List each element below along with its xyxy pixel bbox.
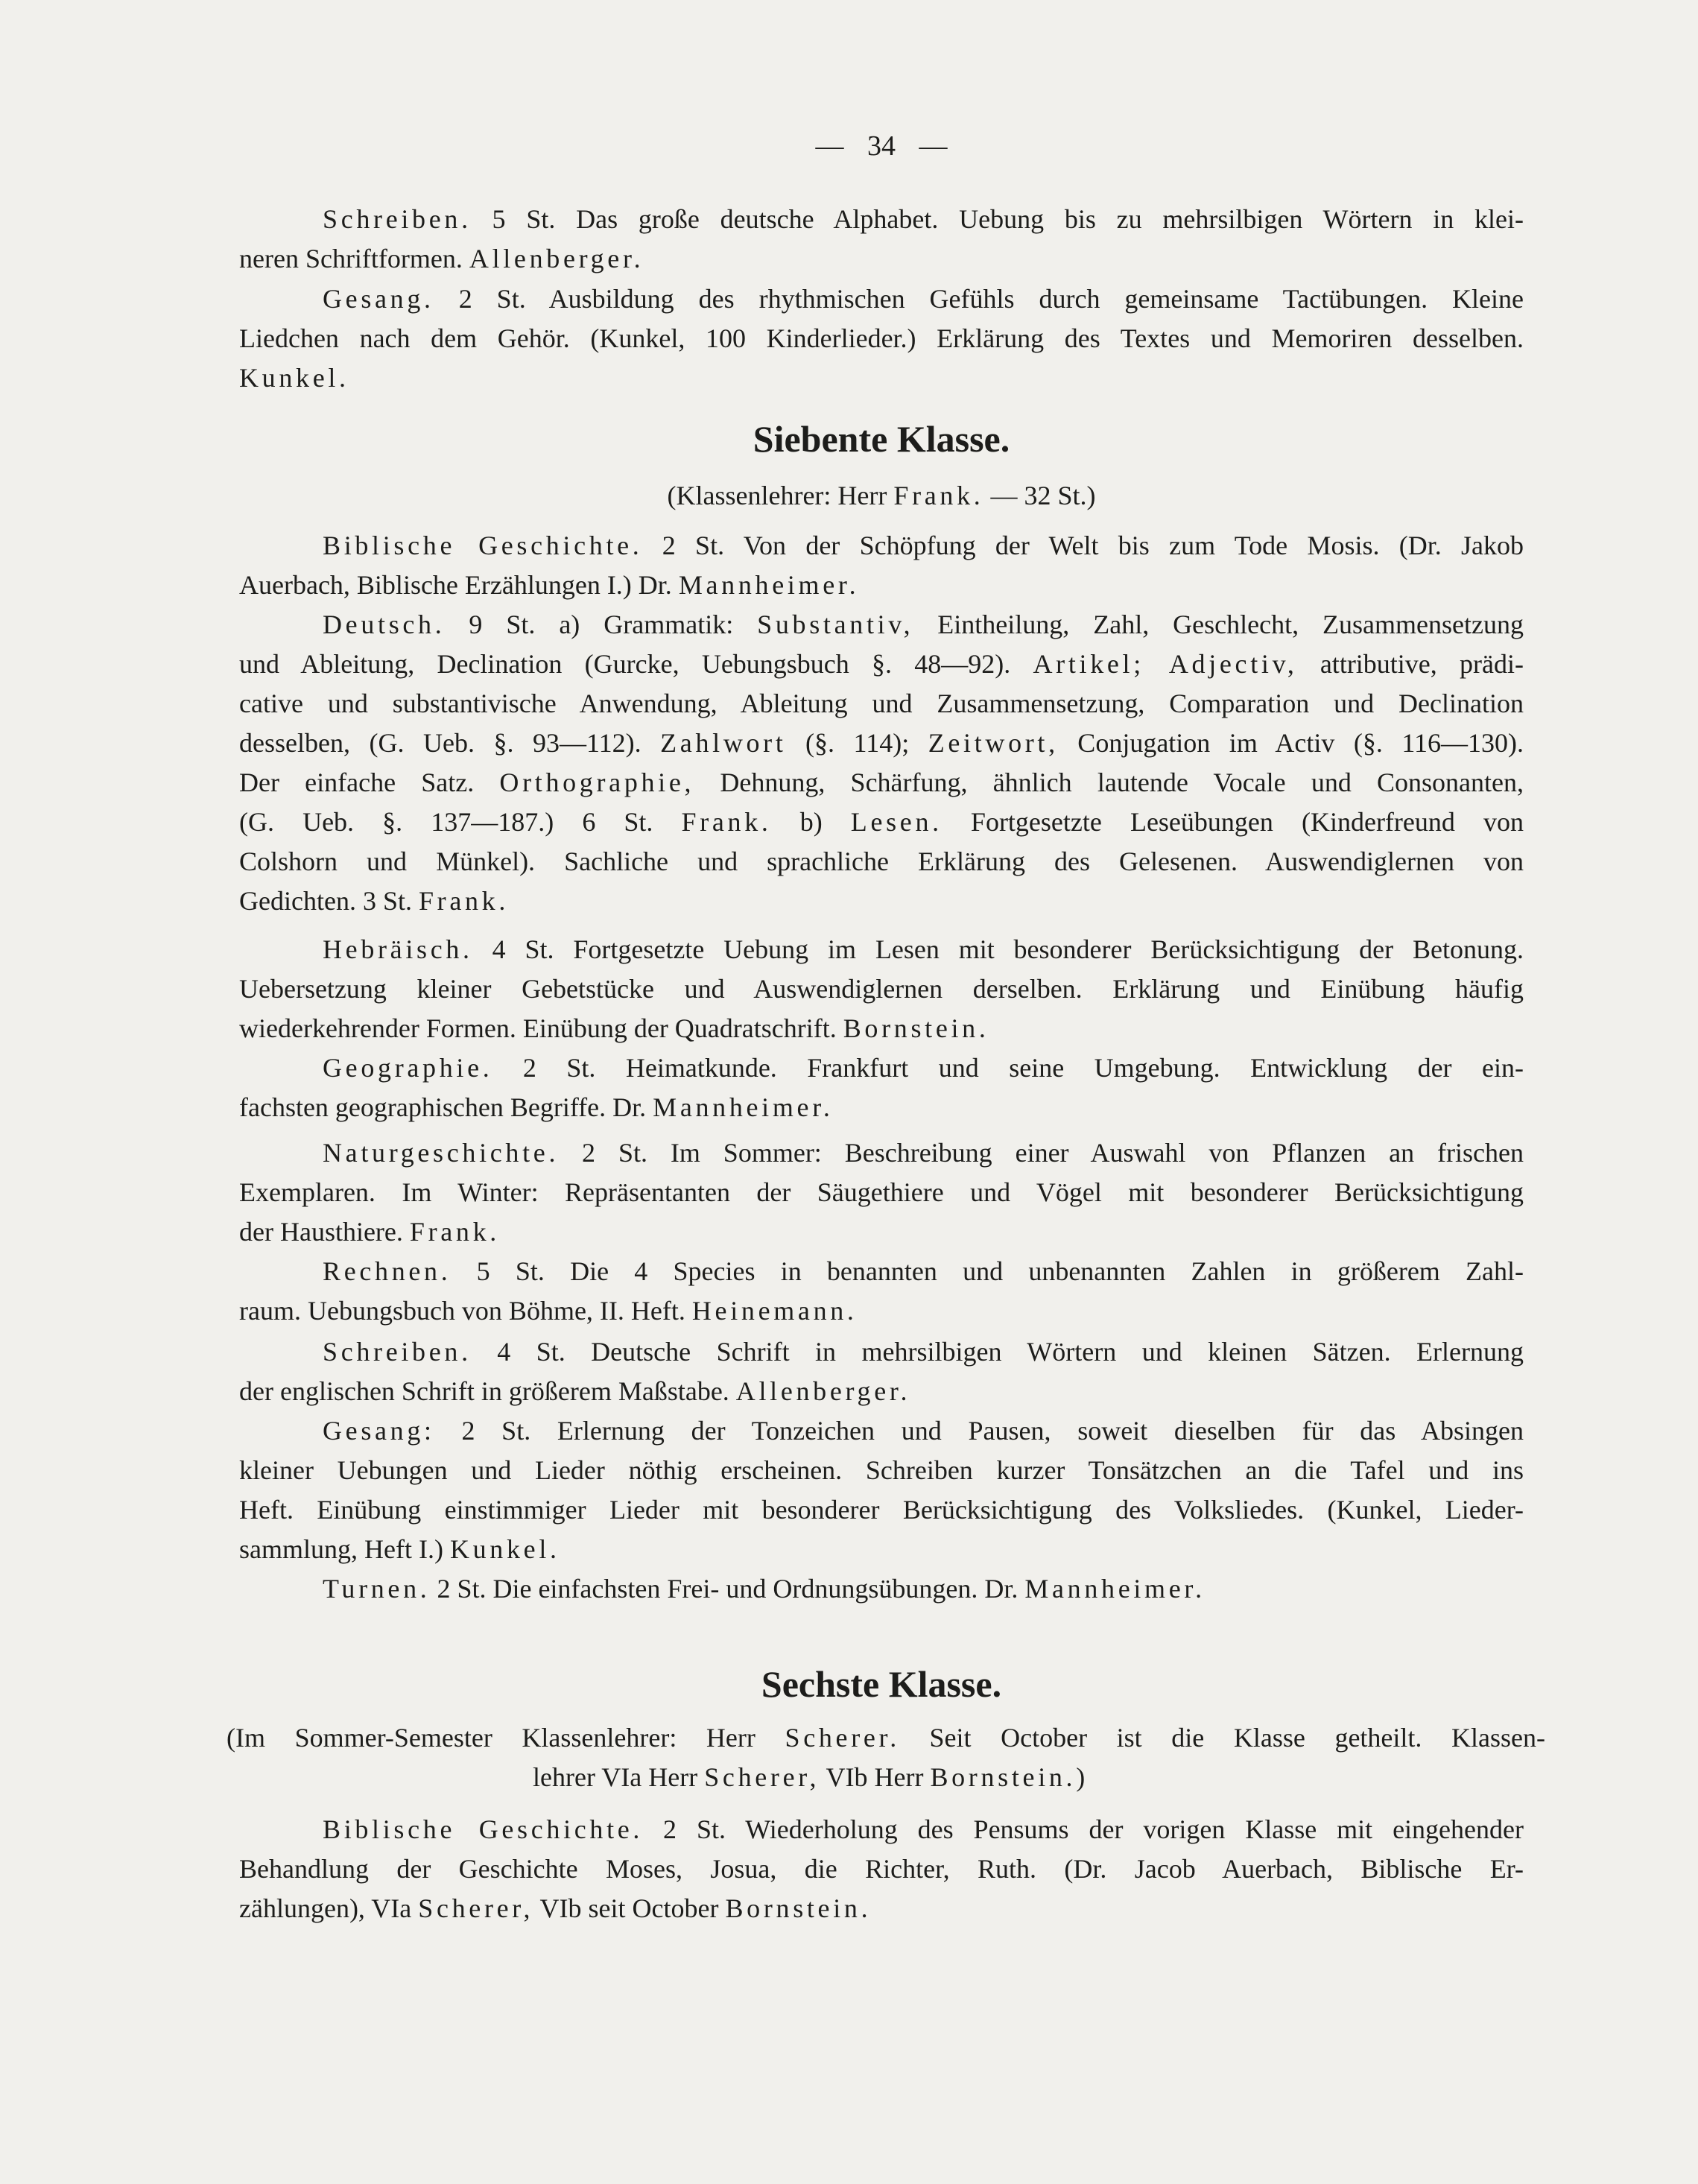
spaced-text: Schreiben. <box>323 204 472 234</box>
text-run: — 32 St.) <box>983 481 1096 510</box>
text-run: desselben, (G. Ueb. §. 93—112). <box>239 728 661 758</box>
text-line <box>239 930 1524 969</box>
text-run: 2 St. Heimatkunde. Frankfurt und seine Umgebung. Entwicklung der ein- <box>492 1053 1524 1083</box>
text-run: attributive, prädi- <box>1297 649 1524 679</box>
spaced-text: Scherer. <box>785 1723 900 1753</box>
text-run: der englischen Schrift in größerem Maßstabe. <box>239 1376 736 1406</box>
spaced-text: Frank. <box>409 1217 500 1247</box>
text-line <box>226 1718 1545 1758</box>
text-line <box>239 605 1524 645</box>
spaced-text: Heinemann. <box>691 1296 858 1326</box>
spaced-text: Scherer, <box>418 1893 534 1923</box>
text-line <box>239 645 1524 684</box>
text-run: Colshorn und Münkel). Sachliche und sprachliche Erklärung des Gelesenen. Auswendiglernen von <box>239 846 1524 876</box>
text-run: VIb seit October <box>533 1893 726 1923</box>
text-run: Liedchen nach dem Gehör. (Kunkel, 100 Kinderlieder.) Erklärung des Textes und Memoriren desselben. <box>239 323 1524 353</box>
text-run: 2 St. Wiederholung des Pensums der vorigen Klasse mit eingehender <box>643 1814 1524 1844</box>
text-run: b) <box>771 807 851 837</box>
text-line <box>239 1758 1524 1797</box>
text-run: 2 St. Die einfachsten Frei- und Ordnungsübungen. Dr. <box>430 1574 1025 1604</box>
spaced-text: Mannheimer. <box>1024 1574 1206 1604</box>
teacher-note <box>239 476 1524 516</box>
text-run: VIb Herr <box>820 1762 931 1792</box>
text-line <box>239 803 1524 842</box>
teacher-note <box>226 1718 1545 1797</box>
text-run: lehrer VIa Herr <box>533 1762 705 1792</box>
subject-paragraph <box>239 1048 1524 1127</box>
text-run: raum. Uebungsbuch von Böhme, II. Heft. <box>239 1296 692 1326</box>
text-run: neren Schriftformen. <box>239 244 469 273</box>
text-run: Fortgesetzte Leseübungen (Kinderfreund von <box>942 807 1524 837</box>
text-line <box>239 969 1524 1009</box>
spaced-text: Kunkel. <box>449 1534 560 1564</box>
spaced-text: Substantiv, <box>757 610 914 639</box>
spaced-text: Schreiben. <box>323 1337 472 1367</box>
text-run: Conjugation im Activ (§. 116—130). <box>1058 728 1524 758</box>
text-line <box>239 1332 1524 1372</box>
spaced-text: Naturgeschichte. <box>323 1138 560 1168</box>
text-line <box>239 1252 1524 1291</box>
text-run: ) <box>1076 1762 1086 1792</box>
text-run: cative und substantivische Anwendung, Ableitung und Zusammensetzung, Comparation und Declination <box>239 689 1524 718</box>
text-run: 4 St. Fortgesetzte Uebung im Lesen mit besonderer Berücksichtigung der Betonung. <box>472 934 1524 964</box>
text-line <box>239 279 1524 319</box>
text-run: (G. Ueb. §. 137—187.) 6 St. <box>239 807 682 837</box>
text-run: 2 St. Ausbildung des rhythmischen Gefühls durch gemeinsame Tactübungen. Kleine <box>434 284 1524 314</box>
spaced-text: Geographie. <box>323 1053 493 1083</box>
spaced-text: Zahlwort <box>660 728 787 758</box>
spaced-text: Rechnen. <box>323 1256 452 1286</box>
spaced-text: Orthographie, <box>499 767 695 797</box>
text-line <box>239 1088 1524 1127</box>
text-line <box>239 724 1524 763</box>
spaced-text: Allenberger. <box>735 1376 911 1406</box>
spaced-text: Mannheimer. <box>653 1092 834 1122</box>
text-run: zählungen), VIa <box>239 1893 419 1923</box>
subject-paragraph <box>239 279 1524 398</box>
text-line <box>239 1411 1524 1451</box>
spaced-text: Gesang: <box>323 1416 435 1446</box>
subject-paragraph <box>239 1252 1524 1331</box>
text-line <box>239 1889 1524 1928</box>
text-run: Exemplaren. Im Winter: Repräsentanten der Säugethiere und Vögel mit besonderer Berücksichtigung <box>239 1177 1524 1207</box>
text-line <box>239 239 1524 279</box>
text-run: Gedichten. 3 St. <box>239 886 419 916</box>
spaced-text: Hebräisch. <box>323 934 473 964</box>
spaced-text: Bornstein. <box>930 1762 1077 1792</box>
subject-paragraph <box>239 1411 1524 1569</box>
text-run: Seit October ist die Klasse getheilt. Klassen- <box>899 1723 1545 1753</box>
text-run: wiederkehrender Formen. Einübung der Quadratschrift. <box>239 1013 843 1043</box>
spaced-text: Artikel; Adjectiv, <box>1033 649 1298 679</box>
text-line <box>239 1849 1524 1889</box>
text-run: 5 St. Die 4 Species in benannten und unbenannten Zahlen in größerem Zahl- <box>451 1256 1524 1286</box>
text-run: (§. 114); <box>786 728 928 758</box>
text-line <box>239 763 1524 803</box>
class-heading: Siebente Klasse. <box>753 418 1010 460</box>
text-run: (Im Sommer-Semester Klassenlehrer: Herr <box>226 1723 785 1753</box>
text-line <box>239 1212 1524 1252</box>
spaced-text: Frank. <box>418 886 510 916</box>
spaced-text: Kunkel. <box>239 363 349 393</box>
subject-paragraph <box>239 1133 1524 1252</box>
text-line <box>239 526 1524 566</box>
spaced-text: Biblische Geschichte. <box>323 1814 644 1844</box>
spaced-text: Frank. <box>893 481 984 510</box>
text-run: 2 St. Von der Schöpfung der Welt bis zum Tode Mosis. (Dr. Jakob <box>642 531 1524 560</box>
text-run: (Klassenlehrer: Herr <box>667 481 894 510</box>
spaced-text: Frank. <box>681 807 772 837</box>
text-line <box>239 684 1524 724</box>
text-line <box>239 1530 1524 1569</box>
text-line <box>239 881 1524 921</box>
text-run: 4 St. Deutsche Schrift in mehrsilbigen Wörtern und kleinen Sätzen. Erlernung <box>471 1337 1524 1367</box>
text-run: und Ableitung, Declination (Gurcke, Uebungsbuch §. 48—92). <box>239 649 1033 679</box>
text-line <box>239 1490 1524 1530</box>
text-line <box>239 1810 1524 1849</box>
text-line <box>239 1451 1524 1490</box>
text-line <box>239 1048 1524 1088</box>
spaced-text: Allenberger. <box>469 244 644 273</box>
class-heading: Sechste Klasse. <box>761 1663 1002 1705</box>
text-run: 5 St. Das große deutsche Alphabet. Uebung bis zu mehrsilbigen Wörtern in klei- <box>471 204 1524 234</box>
text-line <box>239 842 1524 881</box>
spaced-text: Zeitwort, <box>928 728 1059 758</box>
subject-paragraph <box>239 1569 1524 1609</box>
text-run: Dehnung, Schärfung, ähnlich lautende Vocale und Consonanten, <box>694 767 1524 797</box>
spaced-text: Scherer, <box>704 1762 820 1792</box>
text-line <box>239 200 1524 239</box>
text-run: Eintheilung, Zahl, Geschlecht, Zusammensetzung <box>913 610 1524 639</box>
text-line <box>239 1372 1524 1411</box>
class-section <box>226 1658 1545 1928</box>
subject-paragraph <box>239 605 1524 921</box>
text-line <box>239 1173 1524 1212</box>
text-line <box>239 1569 1524 1609</box>
subject-paragraph <box>239 200 1524 279</box>
subject-paragraph <box>239 1332 1524 1411</box>
text-line <box>239 319 1524 358</box>
page-number: — 34 — <box>815 130 948 162</box>
spaced-text: Turnen. <box>323 1574 431 1604</box>
spaced-text: Bornstein. <box>843 1013 989 1043</box>
document-body <box>226 200 1545 1928</box>
text-line <box>239 566 1524 605</box>
text-run: kleiner Uebungen und Lieder nöthig erscheinen. Schreiben kurzer Tonsätzchen an die Tafel und ins <box>239 1455 1524 1485</box>
text-run: Uebersetzung kleiner Gebetstücke und Auswendiglernen derselben. Erklärung und Einübung häufig <box>239 974 1524 1004</box>
subject-paragraph <box>239 526 1524 605</box>
text-run: Behandlung der Geschichte Moses, Josua, die Richter, Ruth. (Dr. Jacob Auerbach, Biblische Er- <box>239 1854 1524 1884</box>
text-run: 2 St. Erlernung der Tonzeichen und Pausen, soweit dieselben für das Absingen <box>434 1416 1524 1446</box>
text-run: 2 St. Im Sommer: Beschreibung einer Auswahl von Pflanzen an frischen <box>559 1138 1524 1168</box>
text-run: sammlung, Heft I.) <box>239 1534 450 1564</box>
spaced-text: Mannheimer. <box>678 570 860 600</box>
text-run: Auerbach, Biblische Erzählungen I.) Dr. <box>239 570 679 600</box>
spaced-text: Deutsch. <box>323 610 446 639</box>
spaced-text: Lesen. <box>850 807 943 837</box>
text-line <box>239 1291 1524 1331</box>
text-run: fachsten geographischen Begriffe. Dr. <box>239 1092 653 1122</box>
spaced-text: Biblische Geschichte. <box>323 531 643 560</box>
class-section <box>239 413 1524 1609</box>
text-line <box>239 476 1524 516</box>
text-run: 9 St. a) Grammatik: <box>445 610 758 639</box>
text-run: der Hausthiere. <box>239 1217 410 1247</box>
subject-paragraph <box>239 930 1524 1048</box>
text-line <box>239 358 1524 398</box>
subject-paragraph <box>239 1810 1524 1928</box>
text-run: Heft. Einübung einstimmiger Lieder mit besonderer Berücksichtigung des Volksliedes. (Kunkel, Lieder- <box>239 1495 1524 1525</box>
text-line <box>239 1009 1524 1048</box>
text-line <box>239 1133 1524 1173</box>
text-run: Der einfache Satz. <box>239 767 500 797</box>
spaced-text: Bornstein. <box>725 1893 872 1923</box>
spaced-text: Gesang. <box>323 284 434 314</box>
